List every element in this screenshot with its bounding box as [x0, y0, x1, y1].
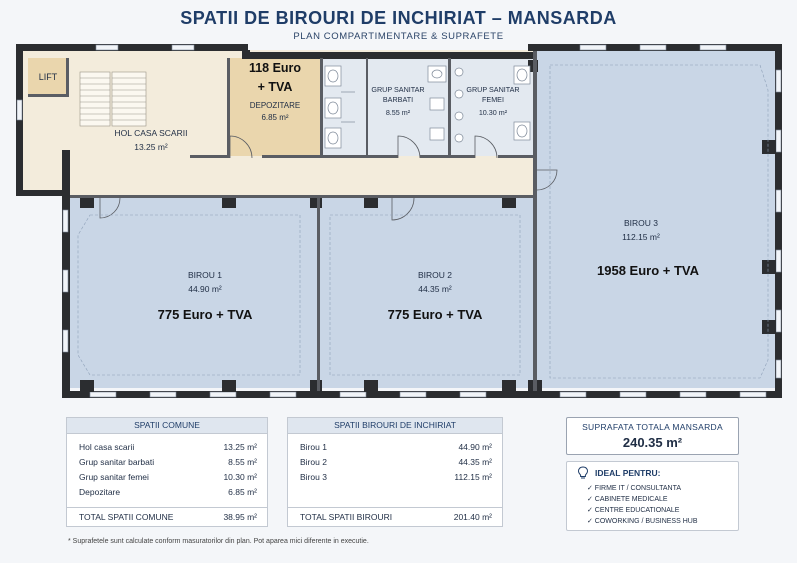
birou3-price: 1958 Euro + TVA [597, 263, 699, 278]
suprafata-totala-box [566, 417, 739, 455]
birou1-area: 44.90 m² [188, 284, 222, 294]
footnote: * Suprafetele sunt calculate conform masuratorilor din plan. Pot aparea mici diferente in executie. [68, 538, 369, 545]
row-value: 8.55 m² [228, 457, 257, 467]
birou2-name: BIROU 2 [417, 270, 453, 280]
lift-label: LIFT [38, 72, 58, 82]
table-row [79, 471, 257, 483]
list-item: ✓ CENTRE EDUCATIONALE [587, 507, 680, 514]
spatii-birouri-total-row [288, 507, 502, 526]
hol-name: HOL CASA SCARII [114, 128, 188, 138]
depozitare-name: DEPOZITARE [249, 101, 301, 110]
row-value: 44.90 m² [458, 442, 492, 452]
row-label: Birou 1 [300, 442, 327, 452]
grup-barbati-line2: BARBATI [382, 95, 414, 104]
suprafata-totala-label: SUPRAFATA TOTALA MANSARDA [582, 422, 723, 432]
birou1-name: BIROU 1 [187, 270, 223, 280]
staircase [80, 72, 146, 126]
grup-femei-line1: GRUP SANITAR [466, 85, 520, 94]
total-label: TOTAL SPATII BIROURI [300, 512, 393, 522]
hol-area: 13.25 m² [134, 142, 168, 152]
row-label: Hol casa scarii [79, 442, 135, 452]
grup-femei-area: 10.30 m² [478, 108, 508, 117]
lightbulb-icon [577, 466, 589, 480]
total-value: 38.95 m² [223, 512, 257, 522]
row-label: Birou 3 [300, 472, 327, 482]
table-row [79, 486, 257, 498]
grup-barbati-area: 8.55 m² [385, 108, 411, 117]
list-item: ✓ CABINETE MEDICALE [587, 496, 668, 503]
row-value: 13.25 m² [223, 442, 257, 452]
table-row [300, 471, 492, 483]
grup-barbati-line1: GRUP SANITAR [371, 85, 425, 94]
total-label: TOTAL SPATII COMUNE [79, 512, 174, 522]
birou2-area: 44.35 m² [418, 284, 452, 294]
ideal-pentru-box [566, 461, 739, 531]
row-label: Grup sanitar barbati [79, 457, 155, 467]
row-label: Depozitare [79, 487, 121, 497]
row-value: 6.85 m² [228, 487, 257, 497]
list-item: ✓ COWORKING / BUSINESS HUB [587, 518, 698, 525]
table-row [79, 456, 257, 468]
grup-femei-line2: FEMEI [482, 95, 504, 104]
page-title: SPATII DE BIROURI DE INCHIRIAT – MANSARDA [180, 8, 617, 28]
table-row [300, 456, 492, 468]
spatii-comune-panel [66, 417, 268, 527]
depozitare-price-line1: 118 Euro [248, 61, 302, 75]
spatii-birouri-panel [287, 417, 503, 527]
spatii-comune-total-row [67, 507, 267, 526]
birou1-price: 775 Euro + TVA [157, 307, 253, 322]
row-label: Grup sanitar femei [79, 472, 149, 482]
depozitare-price-line2: + TVA [257, 80, 293, 94]
total-value: 201.40 m² [453, 512, 492, 522]
suprafata-totala-value: 240.35 m² [622, 435, 683, 450]
table-row [300, 441, 492, 453]
depozitare-area: 6.85 m² [261, 113, 289, 122]
spatii-comune-header: SPATII COMUNE [67, 418, 267, 434]
row-value: 112.15 m² [454, 472, 492, 482]
page-subtitle: PLAN COMPARTIMENTARE & SUPRAFETE [293, 31, 504, 42]
spatii-birouri-header: SPATII BIROURI DE INCHIRIAT [288, 418, 502, 434]
birou2-price: 775 Euro + TVA [387, 307, 483, 322]
birou3-name: BIROU 3 [623, 218, 659, 228]
table-row [79, 441, 257, 453]
row-value: 10.30 m² [223, 472, 257, 482]
birou3-area: 112.15 m² [622, 232, 660, 242]
ideal-title: IDEAL PENTRU: [595, 468, 661, 478]
row-value: 44.35 m² [458, 457, 492, 467]
list-item: ✓ FIRME IT / CONSULTANTA [587, 485, 682, 492]
row-label: Birou 2 [300, 457, 327, 467]
